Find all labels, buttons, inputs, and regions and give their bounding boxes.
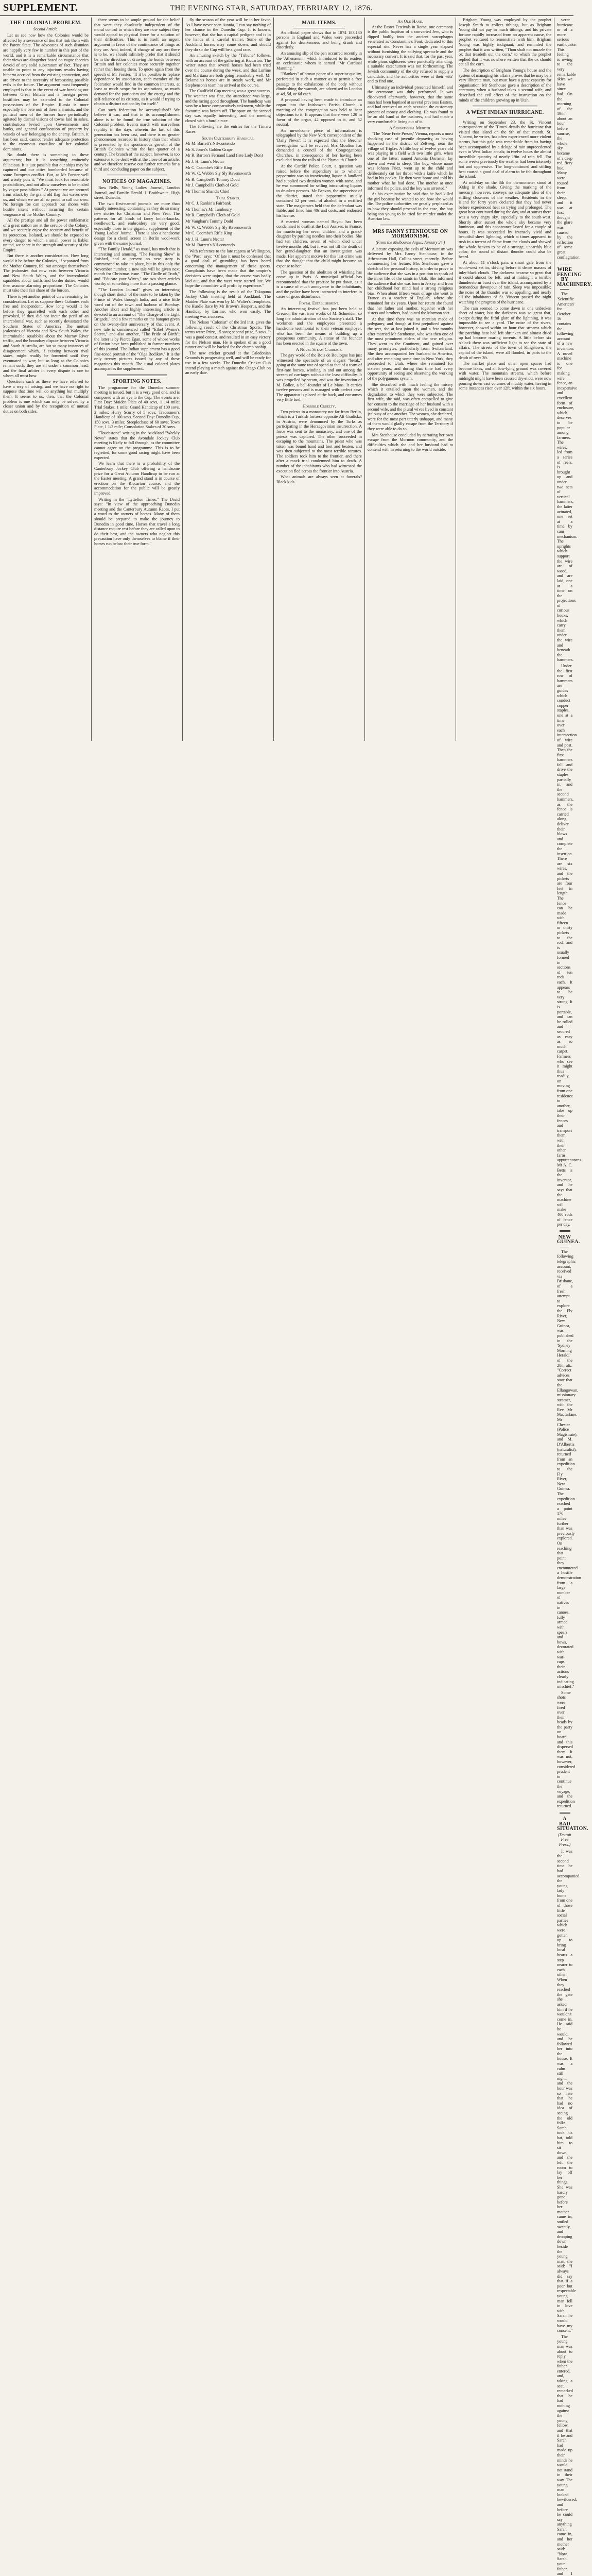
article-paragraph: The gay world of the Bois de Boulogne has just witnessed the spectacle of an elegant "break," going at the same rate of speed as that of a team of first-rate horses, winding in and out among the stream of carriages without the least difficulty. It was propelled by steam, and was the invention of M. Bollee, a bell-founder of Le Mans. It carries twelve persons and is managed with perfect ease. The apparatus is placed at the back, and consumes very little fuel. <box>276 353 362 402</box>
article-divider <box>473 106 537 107</box>
article-paragraph: The 'Scientific American' for October 16 contains the following account of a new invention: A novel machine is one for making wire fence, an inexpensive and excellent form of enclosure, which deserves to be popular among farmers. The wires, led from a series of reels, is brought up and under two sets of vertical hammers, the latter actuated, one set at a time, by cam mechanism. The uprights which support the wire are of wood, and are laid, one at a time, on the projections of curious hooks, which carry them under the wire and beneath the hammers. <box>557 292 578 663</box>
article-paragraph: An interesting festival has just been held at Creusot, the vast iron works of M. Schneider, so long the administration of our Society's staff. The workmen and the employees presented a handsome testimonial to their veteran employer, who has been the means of building up a prosperous community. A statue of the founder has been erected in the square of the town. <box>276 306 362 346</box>
article-heading: A BAD SITUATION. <box>557 1816 588 1832</box>
article-paragraph: "Touchstone" writing in the Auckland "Weekly News" states that the Avondale Jockey Club meeting is likely to fall through, as the committee cannot agree on the programme. This is to be regretted, for some good racing might have been expected. <box>94 430 180 460</box>
article-heading: A WEST INDIAN HURRICANE. <box>466 110 544 116</box>
article-paragraph: Bow Bells, Young Ladies' Journal, London Journal, and Family Herald. J. Braithwaite, High street, Dunedin. <box>94 185 180 200</box>
section-subheading: South Canterbury Handicap. <box>201 135 255 141</box>
list-item: Mr J. Campbell's Cloth of Gold <box>185 183 239 188</box>
article-paragraph: An unwelcome piece of information is telegraphed by the New York correspondent of the 'Daily News': It is expected that the Beecher investigation will be revived. Mrs Moulton has demanded a council of the Congregational Churches, in consequence of her having been excluded from the rolls of the Plymouth Church. <box>276 128 362 163</box>
article-subheading: (From the Melbourne Argus, January 24.) <box>375 240 445 245</box>
article-subheading: (Detroit Free Press.) <box>558 1832 571 1847</box>
article-heading: NOTICES OF MAGAZINES. <box>102 179 171 185</box>
article-paragraph: Let us see now how the Colonies would be affected by a severance of ties that link them with the Parent State. The advocates of such disunion are happily very few in number in this part of the world, and it is a remarkable circumstance that their views are altogether based on vague theories devoid of any solid substratum of fact. They are unable to point to any injurious results having hitherto accrued from the existing connection, and are driven to the necessity of forecasting possible evils in the future. The argument most frequently employed is that in the event of war breaking out between Great Britain and a foreign power hostilities may be extended to the Colonial possessions of the Empire. Russia is more especially the bete noir of these alarmists, and the political men of the former have periodically agitated by dismal visions of towns laid in ashes, contributions levied upon Governments and banks, and general confiscation of property by vessels of war belonging to the enemy. Britain, it has been said, cannot render adequate protection to the enormous coast-line of her colonial dominions. <box>3 33 89 151</box>
section-subheading: A Sensational Murder. <box>389 125 431 131</box>
section-subheading: An Old Hand. <box>397 19 424 24</box>
article-paragraph: "Blankets" of brown paper of a superior quality, perforated in such a manner as to permit a free passage to the exhalations of the body without diminishing the warmth, are advertised in London at 4d, 5d, or 6d each. <box>276 72 362 96</box>
list-item: Mr W. C. Webb's Sly Sly Ravensworth <box>185 171 251 176</box>
list-item: Mr C. Coombe's Rifle King <box>185 231 232 236</box>
article-paragraph: No doubt there is something in these arguments; but it is something eminently fallacious. It is just possible that our ships may be captured and our cities bombarded because of some European conflict. But, as Mr Forster well and wisely puts it, "We must look for reasonable probabilities, and not allow ourselves to be misled by vague possibilities." At present we are secured from attack by the grand old flag that waves over us, and which we are all so proud to call our own. No foreign foe can approach our shores with hostile intent without incurring the certain vengeance of the Mother Country. <box>3 152 89 217</box>
list-item: Mr C. J. Rankin's Fairbank <box>185 201 231 206</box>
section-title: SUPPLEMENT. <box>3 2 78 13</box>
article-divider <box>107 375 167 376</box>
article-paragraph: All the prestige and all the power emblematic of a great nation are at the service of the Colony; and we securely enjoy the security and benefit of its protection. Isolated, we should be exposed to every danger to which a small power is liable; united, we share in the strength and security of the Empire. <box>3 218 89 252</box>
article-paragraph: A proposal having been made to introduce an organ into the Inishowen Parish Church, a meeting of the congregation was held to hear objections to it. It appears that there were 120 in favor of the organ, 42 opposed to it, and 52 neutral. <box>276 97 362 127</box>
list-item: Mr Thomas's Mr Tamboury <box>185 207 232 212</box>
article-heading: NEW GUINEA. <box>557 1234 580 1245</box>
article-paragraph: A lecture exposing the evils of Mormonism was delivered by Mrs Fanny Stenhouse, in the Athenaeum Hall, Collins street, recently. Before commencing her lecture, Mrs Stenhouse gave a sketch of her personal history, in order to prove to the audience that she was in a position to speak of the inner life of the saints in Utah. She informed the audience that she was born in Jersey, and from her childhood her mind had a strong religious bias. When about fifteen years of age she went to France as a teacher of English, where she remained for six years. Upon her return she found that her father and mother, together with her sisters and brothers, had joined the Mormon sect. <box>368 246 453 316</box>
article-heading: MAIL ITEMS. <box>302 20 337 26</box>
article-heading: SPORTING NOTES. <box>112 378 162 384</box>
article-paragraph: She described with much feeling the misery which it entailed upon the women, and the degradation to which they were subjected. The first wife, she said, was often compelled to give her consent to the marriage of her husband with a second wife, and the plural wives lived in constant jealousy of one another. The women, she declared, were for the most part utterly unhappy, and many of them would gladly escape from the Territory if they were able to do so. <box>368 382 453 431</box>
article-paragraph: Two priests in a monastery not far from Berlin, which is a Turkish fortress opposite Alt Gradiska, in Austria, were denounced by the Turks as participating in the Herzegovinian insurrection. A force was sent to the monastery, and one of the priests was captured. The other succeeded in escaping to the mountains. The priest who was taken was bound hand and foot and beaten, and was then subjected to the most terrible tortures. The soldiers took him to the frontier, and there after a mock trial condemned him to death. A number of the inhabitants who had witnessed the execution fled across the frontier into Austria. <box>276 409 362 473</box>
column-rule <box>182 18 183 741</box>
article-paragraph: We learn that there is a probability of the Canterbury Jockey Club offering a handsome prize for a Great Autumn Handicap to be run at the Easter meeting. A grand stand is in course of erection on the Riccarton course, and the accommodation for the public will be greatly improved. <box>94 461 180 496</box>
article-paragraph: Writing on September 23, the St. Vincent correspondent of the 'Times' details the hurricane that visited that island on the 9th of that month. St. Vincent, he writes, has often experienced more violent storms, but this gale was remarkable from its having been accompanied by a deluge of rain unprecedented even in West Indian annals; in twelve hours the almost incredible quantity of nearly 19in. of rain fell. For some weeks previously the weather had been intensely hot and oppressive. The long-continued and stifling heat caused a good deal of alarm to be felt throughout the island. <box>459 120 551 179</box>
column-rule <box>91 18 92 741</box>
list-item: Mr J. H. Lunn's Nectar <box>185 236 224 242</box>
column-1 <box>3 18 89 741</box>
article-paragraph: At about 11 o'clock p.m. a smart gale from the south-west set in, driving before it dense masses of inky-black clouds. The darkness became so great that it could almost be felt, and at midnight a terrible thunderstorm burst over the island, accompanied by a tremendous downpour of rain. Sleep was impossible; the noise of the thunder was so appalling, and nearly all the inhabitants of St. Vincent passed the night watching the progress of the hurricane. <box>459 260 551 305</box>
article-heading: THE COLONIAL PROBLEM. <box>10 20 82 26</box>
list-item: Mr S. Jones's Golden Grape <box>185 147 233 152</box>
list-item: Mr R. Barton's Fernand Land (late Lady Don) <box>185 153 263 158</box>
article-paragraph: At mid-day on the 8th the thermometer stood at 93deg in the shade. Giving the marking of the mercury, however, conveys no adequate idea of the stifling closeness of the weather. Residents in the island for forty years declared that they had never before experienced heat so trying and prolonged. The great heat continued during the day, and at sunset there was a very angry sky, especially to the south-west. Shortly after sunset the whole sky became very luminous, and this appearance lasted for a couple of hours. It was succeeded by intensely vivid and beautiful sheet lightning, which at times appeared to rush in a torrent of flame from the clouds and showed the whole heaven to be of a strange, unearthly blue color; the sound of distant thunder could also be heard. <box>459 180 551 259</box>
article-paragraph: It was the second time he had accompanied the young lady home from one of those little social parties which were gotten up to bring local hearts a step nearer to each other. When they reached the gate she asked him if he wouldn't come in. He said he would, and he followed her into the house. It was a calm still night, and the hour was so late that he had no idea of seeing the old folks. Sarah took his hat, told him to sit down, and she left the room to lay off her things. She was hardly gone before her mother came in, smiled sweetly, and drooping down beside the young man, she said: "I always did say that if a poor but respectable young man fell in love with Sarah he would have my consent." <box>557 1849 580 2333</box>
article-paragraph: At the Easter Festivals in Rome, one ceremony is the public baptism of a converted Jew, who is dipped bodily into the ancient sarcophagus venerated as Constantine's Font, dedicated to this especial rite. Never has a single year elapsed without furnishing the edifying spectacle and the necessary convert. It is said that, for the past year, while pious sightseers were punctually attending, a suitable catechumen was not forthcoming. The Jewish community of the city refused to supply a candidate, and the authorities were at their wits' end to find one. <box>368 24 453 84</box>
article-paragraph: Questions such as these we have referred to have a way of arising, and we have no right to suppose that time will do anything but multiply them. It seems to us, then, that the Colonial problem is one which can only be solved by a closer union and by the recognition of mutual duties on both sides. <box>3 379 89 414</box>
column-2 <box>94 18 180 741</box>
article-paragraph: Ultimately an individual presented himself, and the ceremony was duly performed. It was discovered afterwards, however, that the same man had been baptised at several previous Easters, and had received on each occasion the customary present of money and clothing. He was found to be an old hand at the business, and had made a very comfortable living out of it. <box>368 84 453 124</box>
section-subheading: Postal Establishment. <box>299 300 340 306</box>
article-paragraph: The market place and other open spaces had become lakes, and all low-lying ground was covered with water. The mountain streams, which before midnight might have been crossed dry-shod, were now pouring down vast volumes of muddy water, having in some instances risen over 12ft. within the six hours. <box>459 361 551 391</box>
article-heading: WIRE FENCING BY MACHINERY. <box>557 267 592 287</box>
section-subheading: Trial Stakes. <box>216 195 240 200</box>
article-divider <box>560 263 570 264</box>
entry-list <box>185 141 271 194</box>
article-paragraph: The rain seemed to come down in one unbroken sheet of water, but the darkness was so great that, except during the fitful glare of the lightning, it was impossible to see a yard. The noise of the rivers, however, showed within an hour that streams which the parching heat had left shrunken and almost dried up had become roaring torrents. A little before six o'clock there was sufficient light to see the state of affairs. The streets of the town of Kingstown, the capital of the island, were all flooded, in parts to the depth of over 3ft. <box>459 306 551 360</box>
column-rule <box>273 18 274 741</box>
column-6 <box>459 18 551 741</box>
article-paragraph: verer hurricane or of a more serious earthquake. This feeling is owing to the very remarkable skies we have since had. On the morning of the 19th, about an hour before sunrise, the whole sky became of a deep red, fiery hue. Many were roused from their sleep, and it was at first thought the glare was caused by the reflection of some great conflagration. <box>557 18 581 260</box>
column-7 <box>557 18 592 2576</box>
article-paragraph: The young man was about to reply when the father entered, and, taking a seat, remarked that he had nothing against the young fellow, and that if he and Sarah had made up their minds he would not stand in their way. The young man looked bewildered, and before he could say anything Sarah came in, and her mother said: "Now, Sarah, your father and I <box>557 2334 577 2576</box>
entry-list <box>185 201 271 248</box>
article-paragraph: With reference to the late regatta at Wellington, the "Post" says: "Of late it must be confessed that a good deal of grumbling has been heard concerning the management of these sports. Complaints have been made that the umpire's decisions were unjust, that the course was badly laid out, and that the races were started late. We hope the committee will profit by experience." <box>185 248 271 289</box>
article-paragraph: What animals are always seen at funerals? Black kids. <box>276 474 362 484</box>
section-subheading: A Novel Steam Carriage. <box>295 347 343 352</box>
article-paragraph: The Nelson "Colonist" of the 3rd inst. gives the following result of the Christmas Sports. The terms were: Prize, 15 sovs; second prize, 5 sovs. It was a good contest, and resulted in an easy victory for the Nelson man. He is spoken of as a good runner and will be backed for the championship. <box>185 320 271 350</box>
list-item: Mr M. Barrett's Nil-contendo <box>185 243 235 248</box>
list-item: Mr R. Campbell's Tommy Dodd <box>185 177 240 182</box>
article-paragraph: Under the first row of hammers are guides which conduct copper staples, one at a time, over each intersection of wire and post. Then the first hammers fall and drive the staples partially in, and the second hammers, as the fence is carried along, deliver their blows and complete the insertion. There are six wires, and the pickets are four feet in length. The fence can be made with fifteen or thirty pickets to the rod, and is usually formed in sections of ten rods each. It appears to be very strong. It is portable, and can be rolled and secured as easy as so much carpet. Farmers who see it might thus readily, on moving from one residence to another, take up their fences and transport them with their other farm appurtenances. Mr A. C. Betts is the inventor, and he says that the machine will make 400 rods of fence per day. <box>557 664 582 1227</box>
list-item: Mr M. Barrett's Nil-contendo <box>185 141 235 146</box>
article-paragraph: A married woman named Boyou has been condemned to death at the Loir Assizes, in France, for murdering her seven children and a grand-daughter by pushing needles into their bodies. She had ten children, seven of whom died under twelve months old, but it was not till the death of her grand-daughter that an investigation was made. Her apparent motive for this last crime was that she thought that the child might become an expense to her. <box>276 219 362 268</box>
column-3 <box>185 18 271 741</box>
divider <box>560 289 569 290</box>
article-paragraph: "The Family Herald," as usual, has much that is interesting and amusing. "The Passing Show" is finished, and at present no new story is commenced to take its place, but in this only the November number, a new tale will be given next month for Christmas issue. "The Girdle of Truth," and "Educate your Wives," are two short articles worthy of something more than a passing glance. <box>94 247 180 286</box>
article-paragraph: The programme for the Dunedin summer meeting is issued, but it is a very good one, and is composed with an eye to the Cup. The events are: First Day: Maiden Plate of 40 sovs, 1 1/4 mile; Trial Stakes, 1 mile; Grand Handicap of 100 sovs, 2 miles; Hurry Scurry of 5 sovs; Tradesmen's Handicap of 100 sovs. Second Day: Dunedin Cup, 150 sovs, 3 miles; Steeplechase of 60 sovs; Town Plate, 1 1/2 mile; Consolation Stakes of 30 sovs. <box>94 385 180 430</box>
article-paragraph: But there is another consideration. How long would it be before the Colonies, if separated from the Mother Country, fell out amongst themselves? The jealousies that now exist between Victoria and New South Wales, and the intercolonial squabbles about tariffs and border duties, would then assume alarming proportions. The Colonies must take their fair share of the burden. <box>3 253 89 293</box>
article-paragraph: The following telegraphic account, received via Brisbane, of a fresh attempt to explore the Fly River, New Guinea, was published in the 'Sydney Morning Herald,' of the 28th ult.: "Correct advices state that the Ellangowan, missionary steamer, with the Rev. Mr Macfarlane, Mr Chester (Police Magistrate), and M. D'Albertis (naturalist), returned from an expedition to the Fly River, New Guinea. The expedition reached a point 170 miles further than was previously explored. On reaching that point they encountered a hostile demonstration from a large number of natives in canoes, fully armed with spears and bows, decorated with war-caps, their actions clearly indicating mischief." <box>557 1249 581 1689</box>
article-paragraph: there seems to be ample ground for the belief that were they absolutely independent of the moral control to which they are now subject they would appeal to physical force for a solution of their difficulties. This is in itself an urgent argument in favor of the continuance of things as they are. And, indeed, if change of any sort there is to be, we should infinitely prefer that it should be in the direction of drawing the bonds between Britain and her colonies more securely together rather than loosing them. To quote again from the speech of Mr Forster, "If it be possible to replace dependence by association, each member of the federation would find in the common interests, at least as much scope for its aspirations, as much demand for the patriotism and the energy and the self-reliance of its citizens, as it would if trying to obtain a distinct nationality for itself." <box>94 18 180 107</box>
paper-dateline: THE EVENING STAR, SATURDAY, FEBRUARY 12, 1876. <box>170 4 373 12</box>
list-item: Mr Thomas Shand's Chief <box>185 189 230 194</box>
article-divider <box>560 1812 570 1814</box>
article-paragraph: The new cricket ground at the Caledonian Grounds is progressing well, and will be ready for use in a few weeks. The Dunedin Cricket Club intend playing a match against the Otago Club on an early date. <box>185 350 271 376</box>
article-paragraph: An amusing slip of the pen occurred recently in the 'Athenaeum,' which introduced to its readers an ecclesiastic whom it named "Mr Cardinal Manning." <box>276 50 362 71</box>
article-paragraph: Mrs Stenhouse concluded by narrating her own escape from the Mormon community, and the difficulties which she and her husband had to contend with in returning to the world outside. <box>368 432 453 452</box>
article-paragraph: "The 'Neue Freie Presse,' Vienna, reports a most shocking case of juvenile depravity, as having happened in the district of Zeltweg, near the village of Triglav. A little boy of twelve years old was playing in a field with two little girls, when one of the latter, named Antonia Dornster, lay down and went to sleep. The boy, whose name was Johann Friez, went up to the child and deliberately cut her throat with a knife which he had in his pocket. He then went home and told his mother what he had done. The mother at once informed the police, and the boy was arrested." <box>368 131 453 191</box>
article-paragraph: The question of the abolition of whistling has come up in Paris. A municipal official has recommended that the practice be put down, as it is a cause of much annoyance to the inhabitants, and the police have been instructed to interfere in cases of gross disturbance. <box>276 269 362 299</box>
article-paragraph: Brigham Young was employed by the prophet Joseph Smith to collect tithings, but as Brigham Young did not pay in much tithings, and his private fortune rapidly increased from no apparent cause, the prophet ventured to remonstrate with him. Brigham Young was highly indignant, and reminded the prophet that it was written, "Thou shalt not muzzle the ox that treadeth out the corn," to which the prophet replied that it was nowhere written that the ox should eat all the corn. <box>459 18 551 67</box>
article-divider <box>560 1230 570 1232</box>
list-item: Mr R. Campbell's Cloth of Gold <box>185 213 240 218</box>
column-4 <box>276 18 362 741</box>
article-divider <box>380 225 440 226</box>
divider <box>477 117 533 118</box>
article-paragraph: At that time there was no mention made of polygamy, and though at first prejudiced against the sect, she at last joined it, and a few months after married Mr Stenhouse, who was then one of the most prominent elders of the new religion. They went to the Continent, and gained over many proselytes, particularly from Switzerland. She then accompanied her husband to America, and after remaining some time in New York, they proceeded to Utah, where she remained for sixteen years, and during that time had every opportunity of seeing and observing the working of the polygamous system. <box>368 316 453 381</box>
article-paragraph: The following are the entries for the Timaru Races: <box>185 124 271 134</box>
article-paragraph: fly the season of the year will be in her favor. As I have never seen Atonia, I can say nothing of her chance in the Dunedin Cup. It is known, however, that she has a capital pedigree and is in the hands of a careful trainer. Some of the Auckland horses may come down, and should they do so the Cup will be a good race. <box>185 18 271 52</box>
list-item: Mr C. Coombe's Rifle King <box>185 165 232 170</box>
column-5 <box>368 18 453 741</box>
article-paragraph: There is yet another point of view remaining for consideration. Let us suppose these Colonies each free and independent. How long would it be before they quarrelled with each other and provoked, if they did not incur the peril of an intercolonial war, such as recently devastated the Southern States of America? The mutual jealousies of Victoria and New South Wales, the interminable squabbles about the Murray River traffic, and the boundary dispute between Victoria and South Australia, are but so many instances of disagreement which, if existing between rival states, might readily be fomented until they eventuated in war; but so long as the Colonies remain such, they are all under a common head, and the final arbiter in every dispute is one to whom all must bow. <box>3 294 89 378</box>
article-paragraph: The two first-named journals are more than usually interesting, containing as they do so many new stories for Christmas and New Year. The patterns for all kinds of fancy knick-knacks, needlework, and embroidery are very good, especially those in the gigantic supplement of the Young Ladies' Journal. There is also a handsome design for a chenil screen in Berlin wool-work given with the same journal. <box>94 201 180 246</box>
masthead <box>0 0 573 16</box>
list-item: Mr J. H. Lunn's Nectar <box>185 159 224 164</box>
article-paragraph: The following is the result of the Takapuna Jockey Club meeting held at Auckland. The Maiden Plate was won by Mr Walter's Templeton, the Hurdle Race by Mr Brown's Hesperus, and the Handicap by Lurline, who won easily. The meeting was a success. <box>185 289 271 319</box>
article-paragraph: Can such federation be accomplished? We believe it can, and that in its accomplishment alone is to be found the true solution of the Colonial problem. Events march with marvellous rapidity in the days wherein the last of this generation has been cast, and there is no greater phenomenon recorded in history than that which is presented by the spontaneous growth of the British Colonies within the last quarter of a century. The branch of the subject, however, is too extensive to be dealt with at the close of an article, and we therefore reserve our further remarks for a third and concluding paper on the subject. <box>94 107 180 172</box>
article-paragraph: The Caulfield Cup meeting was a great success. The weather was fine, the attendance was large, and the racing good throughout. The handicap was won by a horse comparatively unknown, while the favourite was beaten off. The sport on the second day was equally interesting, and the meeting closed with a hurdle race. <box>185 89 271 123</box>
list-item: Mr Vaughan's Tommy Dodd <box>185 218 233 224</box>
article-paragraph: "The London Journal" gives an interesting though short sketch of the route to be taken by the Prince of Wales through India, and a nice little word cut of the town and harbour of Bombay. Another short and highly interesting article is devoted to an account of "The Charge of the Light Brigade," and a few remarks on the banquet given on the twenty-first anniversary of that event. A new tale is commenced called "Ethel Wynne's Secret," and also another, "The Pride of Birth"; the latter is by Pierce Egan, some of whose works of fiction have been published in former numbers of this journal. The Indian supplement has a good fine-toned portrait of the "Olga Bodikov." It is the only twenty pictures issued by any of these magazines this month. The usual colored plates accompanies the supplement. <box>94 287 180 371</box>
article-paragraph: An amusing sketch by the "Tribune" follows, with an account of the gathering at Riccarton. The writer states that several horses had been tried over the course during the week, and that Lurline and Maritana are both going remarkably well. Mr Delamain's horses are in steady work, and Mr Stephenson's team has arrived at the course. <box>185 53 271 88</box>
article-paragraph: The description of Brigham Young's house and the system of managing his affairs proves that he may be a very illiterate man, but must have a great capacity for organisation. Mr Stenhouse gave a description of the ceremony when a husband takes a second wife, and described the evil effect of the instruction on the minds of the children growing up in Utah. <box>459 67 551 103</box>
article-subheading: Second Article. <box>33 26 59 31</box>
section-subheading: Horrible Cruelty. <box>302 403 336 409</box>
article-divider <box>107 175 167 176</box>
article-heading: MRS FANNY STENHOUSE ON MORMONISM. <box>372 228 448 240</box>
article-paragraph: At his examination he said that he had killed the girl because he wanted to see how she would die. The police authorities are greatly perplexed as to how they should proceed in the case, the boy being too young to be tried for murder under the Austrian law. <box>368 192 453 222</box>
column-rule <box>364 18 365 741</box>
article-paragraph: At the Cardiff Police Court, a question was raised before the stipendiary as to whether peppermint was an intoxicating liquor. A landlord had supplied two drunken women with some, and he was summoned for selling intoxicating liquors to drunken persons. Mr Beavan, the supervisor of the district, stated that peppermint usually contained 52 per cent. of alcohol in a rectified state. The magistrates held that the defendant was liable, and fined him 40s and costs, and endorsed his license. <box>276 164 362 218</box>
article-paragraph: Writing in the "Lyttelton Times," The Druid says: "In view of the approaching Dunedin meeting and the Canterbury Autumn Races, I put a word to the owners of horses. Many of them should be prepared to make the journey to Dunedin in good time. Horses that travel a long distance require rest before they are called upon to do their best, and the owners who neglect this precaution have only themselves to blame if their horses run below their true form." <box>94 497 180 546</box>
article-paragraph: An official paper shows that in 1874 183,130 persons in England and Wales were proceeded against for drunkenness and being drunk and disorderly. <box>276 30 362 50</box>
list-item: Mr W. C. Webb's Sly Sly Ravensworth <box>185 225 251 230</box>
article-paragraph: Some shots were fired over their heads by the party on board, and this dispersed them. It was not, however, considered prudent to continue the voyage, and the expedition returned. <box>557 1690 576 1809</box>
